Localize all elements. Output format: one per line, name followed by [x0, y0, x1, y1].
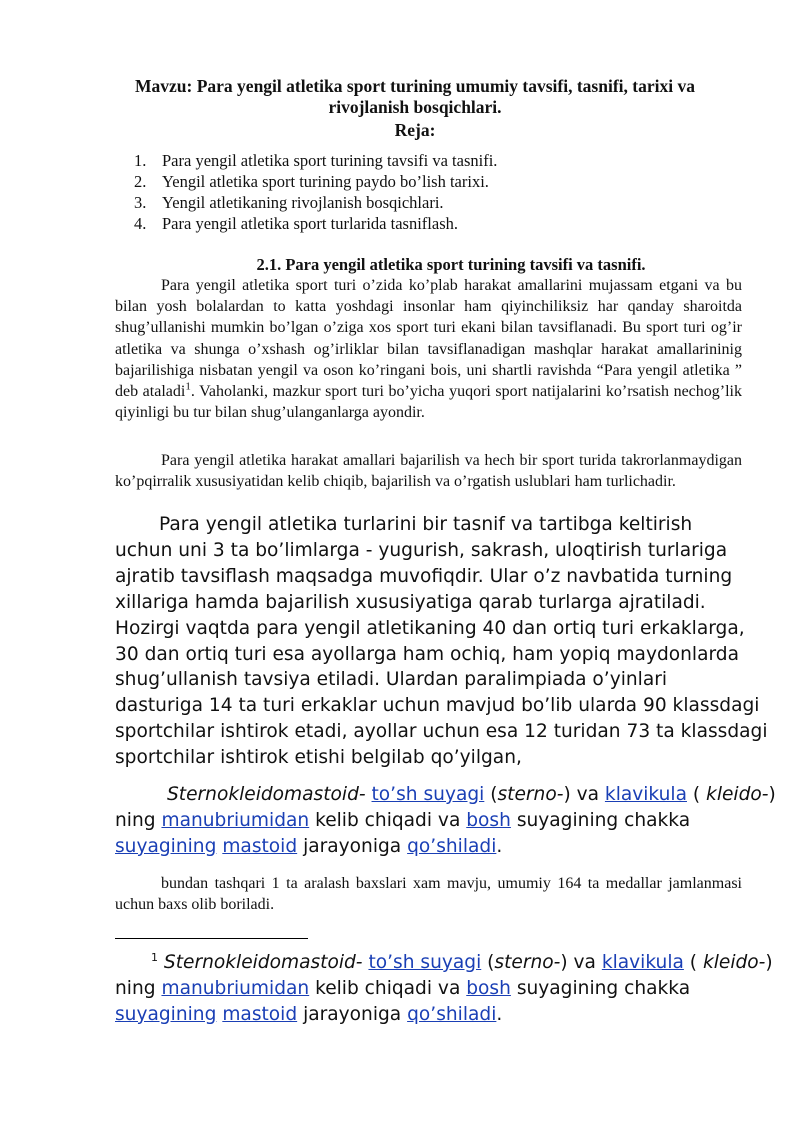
link-mastoid[interactable]: mastoid: [222, 836, 298, 857]
link-qoshiladi[interactable]: qo’shiladi: [407, 1004, 497, 1025]
text-line: uchun uni 3 ta bo’limlarga - yugurish, sakrash, uloqtirish turlariga: [115, 539, 728, 561]
text-line: 30 dan ortiq turi esa ayollarga ham ochiq, ham yopiq maydonlarda: [115, 643, 739, 665]
paragraph-1: Para yengil atletika sport turi o’zida ko’plab harakat amallarini mujassam etgani va bu bilan yosh bolalardan to katta yoshdagi insonlar ham qiyinchiliksiz har qanday sharoitda shug’ullanishi mumkin bo’lgan o’ziga xos sport turi ekani bilan tavsiflanadi. Bu sport turi og’ir atletika va shunga o’xshash og’irliklar bilan tavsiflanadigan mashqlar harakat amallarininig bajarilishiga nisbatan yengil va oson ko’ringani bois, uni shartli ravishda “Para yengil atletika ” deb ataladi$^1$. Vaholanki, mazkur sport turi bo’yicha yuqori sport natijalarini ko’rsatish nechog’lik qiyinligi bu tur bilan shug’ulanganlarga ayondir.: [115, 277, 742, 422]
footnote: [115, 950, 773, 1028]
text-line: dasturiga 14 ta turi erkaklar uchun mavjud bo’lib ularda 90 klassdagi: [115, 695, 760, 717]
footnote-number: 1: [151, 950, 158, 964]
link-mastoid[interactable]: mastoid: [222, 1004, 298, 1025]
text-line: ajratib tavsiflash maqsadga muvofiqdir. Ular o’z navbatida turning: [115, 565, 733, 587]
text-line: xillariga hamda bajarilish xususiyatiga qarab turlarga ajratiladi.: [115, 591, 706, 613]
title-line-2: rivojlanish bosqichlari.: [328, 97, 502, 117]
anatomy-quote: [115, 782, 776, 860]
plan-list: [134, 150, 734, 234]
quote-line-1: Sternokleidomastoid- to’sh suyagi (sterno-) va klavikula ( kleido-): [167, 784, 776, 805]
section-heading: 2.1. Para yengil atletika sport turining tavsifi va tasnifi.: [256, 255, 646, 274]
quote-line-3: suyagining mastoid jarayoniga qo’shiladi.: [115, 836, 503, 857]
footnote-line-1: $^1$ Sternokleidomastoid- to’sh suyagi (sterno-) va klavikula ( kleido-): [151, 950, 773, 973]
link-klavikula[interactable]: klavikula: [604, 784, 687, 805]
text-line: Hozirgi vaqtda para yengil atletikaning 40 dan ortiq turi erkaklarga,: [115, 617, 745, 639]
link-manubriumidan[interactable]: manubriumidan: [161, 978, 310, 999]
footnote-separator: [115, 938, 308, 939]
list-item: 3. Yengil atletikaning rivojlanish bosqichlari.: [134, 193, 444, 212]
list-item: 4. Para yengil atletika sport turlarida tasniflash.: [134, 214, 458, 233]
page-title: [100, 76, 730, 118]
paragraph-large: [115, 512, 768, 771]
link-tosh-suyagi[interactable]: to’sh suyagi: [371, 784, 485, 805]
text-line: sportchilar ishtirok etishi belgilab qo’yilgan,: [115, 747, 522, 769]
text-line: Para yengil atletika turlarini bir tasnif va tartibga keltirish: [159, 514, 693, 535]
footnote-reference[interactable]: 1: [185, 380, 191, 393]
list-item: 2. Yengil atletika sport turining paydo bo’lish tarixi.: [134, 172, 489, 191]
link-manubriumidan[interactable]: manubriumidan: [161, 810, 310, 831]
text-line: shug’ullanish tavsiya etiladi. Ulardan paralimpiada o’yinlari: [115, 669, 668, 691]
link-tosh-suyagi[interactable]: to’sh suyagi: [368, 952, 482, 973]
link-qoshiladi[interactable]: qo’shiladi: [407, 836, 497, 857]
link-bosh[interactable]: bosh: [466, 978, 511, 999]
plan-heading: Reja:: [394, 120, 436, 140]
paragraph-3: bundan tashqari 1 ta aralash baxslari xam mavju, umumiy 164 ta medallar jamlanmasi uchun baxs olib boriladi.: [115, 875, 742, 914]
title-line-1: Mavzu: Para yengil atletika sport turining umumiy tavsifi, tasnifi, tarixi va: [135, 76, 695, 96]
link-suyagining[interactable]: suyagining: [115, 836, 217, 857]
footnote-line-3: suyagining mastoid jarayoniga qo’shiladi.: [115, 1004, 503, 1025]
footnote-line-2: ning manubriumidan kelib chiqadi va bosh suyagining chakka: [115, 978, 691, 999]
paragraph-2: Para yengil atletika harakat amallari bajarilish va hech bir sport turida takrorlanmaydigan ko’pqirralik xususiyatidan kelib chiqib, bajarilish va o’rgatish uslublari ham turlichadir.: [115, 452, 742, 491]
text-line: sportchilar ishtirok etadi, ayollar uchun esa 12 turidan 73 ta klassdagi: [115, 721, 768, 743]
list-item: 1. Para yengil atletika sport turining tavsifi va tasnifi.: [134, 151, 498, 170]
link-bosh[interactable]: bosh: [466, 810, 511, 831]
link-suyagining[interactable]: suyagining: [115, 1004, 217, 1025]
link-klavikula[interactable]: klavikula: [601, 952, 684, 973]
quote-line-2: ning manubriumidan kelib chiqadi va bosh suyagining chakka: [115, 810, 691, 831]
